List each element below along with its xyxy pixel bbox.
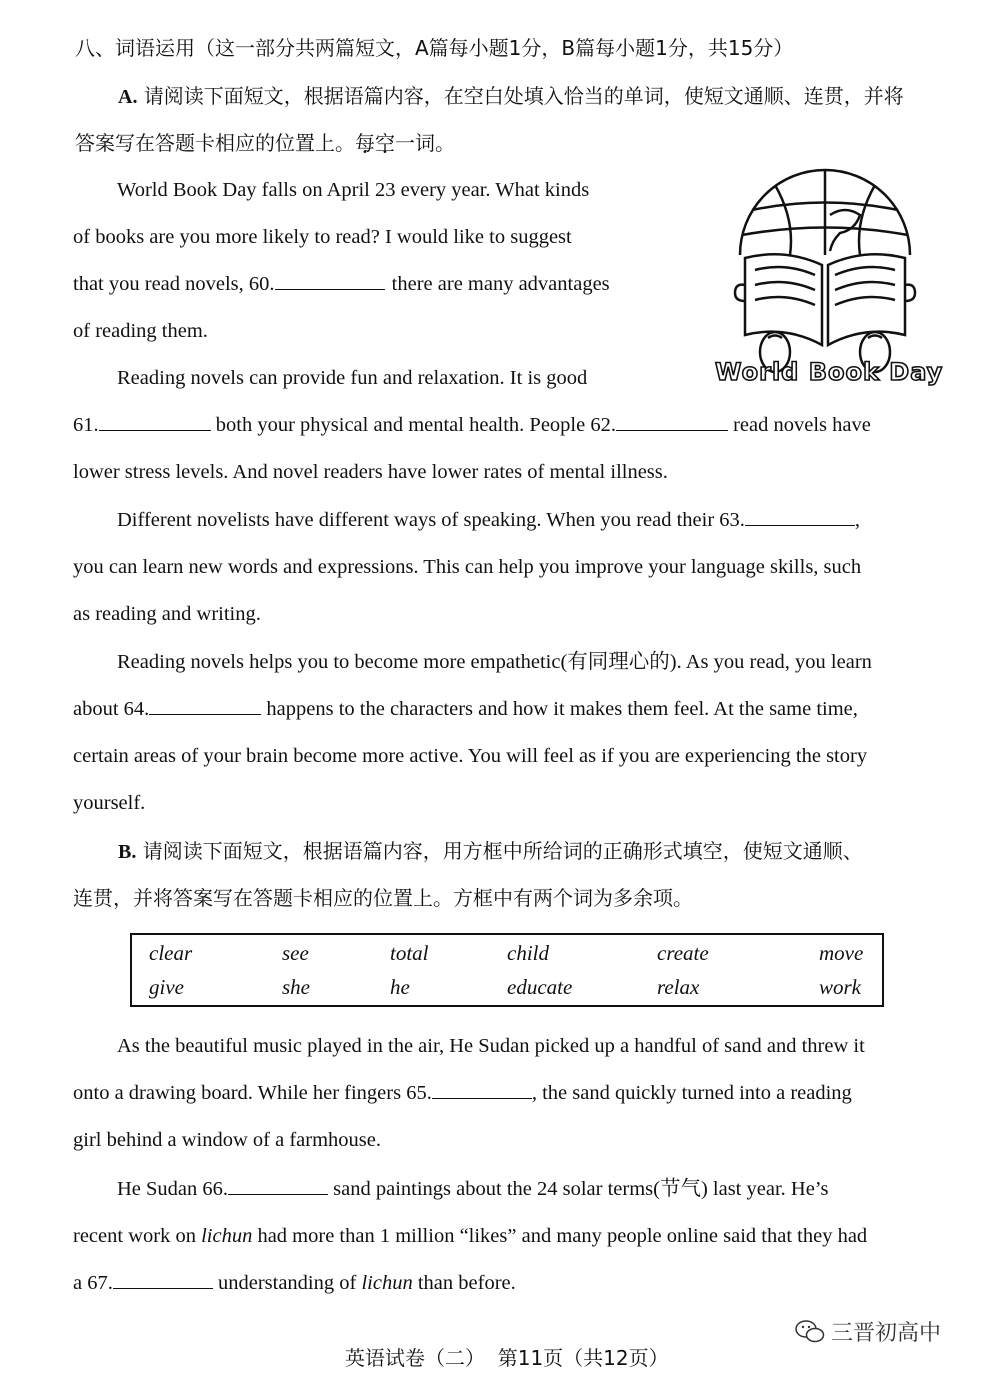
section-heading	[75, 34, 793, 62]
word-box-item: work	[819, 975, 861, 999]
passage-a-p3-line-3	[73, 600, 261, 628]
passage-text: both your physical and mental health. People 62.	[215, 414, 616, 436]
blank-60[interactable]	[275, 271, 385, 290]
word-box-item: he	[390, 975, 410, 999]
word-box-item: move	[819, 941, 864, 965]
part-b-instruction-line-2	[73, 884, 693, 912]
part-b-instruction-text-2: 连贯，并将答案写在答题卡相应的位置上。方框中有两个词为多余项。	[73, 886, 693, 910]
passage-text: happens to the characters and how it makes them feel. At the same time,	[266, 698, 858, 720]
passage-text: Different novelists have different ways of speaking. When you read their 63.	[117, 509, 745, 531]
passage-text: Reading novels can provide fun and relaxation. It is good	[117, 367, 588, 389]
passage-text: World Book Day falls on April 23 every year. What kinds	[117, 179, 590, 201]
passage-text: onto a drawing board. While her fingers 65.	[73, 1082, 432, 1104]
passage-text: as reading and writing.	[73, 603, 261, 625]
passage-text: that you read novels, 60.	[73, 273, 275, 295]
passage-text: yourself.	[73, 792, 146, 814]
word-box-item: give	[149, 975, 184, 999]
blank-61[interactable]	[99, 412, 211, 431]
part-a-label: A.	[118, 86, 138, 108]
part-a-instruction-text-2: 答案写在答题卡相应的位置上。	[75, 131, 355, 155]
passage-text: of books are you more likely to read? I would like to suggest	[73, 226, 572, 248]
passage-text: you can learn new words and expressions. This can help you improve your language skills, such	[73, 556, 862, 578]
passage-a-p3-line-1	[117, 506, 860, 534]
part-b-instruction-line-1	[118, 837, 863, 866]
section-heading-text: 八、词语运用（这一部分共两篇短文，A篇每小题1分，B篇每小题1分，共15分）	[75, 36, 794, 60]
part-a-instruction-line-1	[118, 82, 904, 111]
passage-b-p1-line-3	[73, 1126, 381, 1154]
passage-a-p2-line-3	[73, 458, 668, 486]
passage-italic: lichun	[201, 1225, 253, 1247]
passage-a-p1-line-1	[117, 176, 589, 204]
page-footer	[345, 1342, 669, 1371]
passage-a-p1-line-2	[73, 223, 572, 251]
passage-text: Reading novels helps you to become more empathetic(有同理心的). As you read, you learn	[117, 651, 872, 673]
wechat-icon	[795, 1319, 825, 1345]
word-box-item: clear	[149, 941, 193, 965]
passage-text: recent work on	[73, 1225, 202, 1247]
passage-a-p4-line-1	[117, 648, 872, 676]
blank-67[interactable]	[113, 1270, 213, 1289]
word-box-item: create	[657, 941, 709, 965]
passage-b-p2-line-2	[73, 1222, 867, 1250]
passage-b-p1-line-2	[73, 1079, 852, 1107]
passage-b-p2-line-3	[73, 1269, 516, 1297]
part-a-instruction-text-3: 一词。	[395, 131, 455, 155]
passage-text: understanding of	[217, 1272, 362, 1294]
passage-text: about 64.	[73, 698, 150, 720]
passage-text: As the beautiful music played in the air, He Sudan picked up a handful of sand and threw it	[117, 1035, 865, 1057]
passage-text: ,	[854, 509, 861, 531]
word-box-item: child	[507, 941, 549, 965]
passage-a-p2-line-1	[117, 364, 587, 392]
passage-text: had more than 1 million “likes” and many people online said that they had	[252, 1225, 868, 1247]
passage-text: , the sand quickly turned into a reading	[531, 1082, 852, 1104]
emphasis-char-2: 空	[375, 131, 395, 155]
illustration-caption: World Book Day	[715, 358, 944, 386]
watermark-text: 三晋初高中	[831, 1321, 942, 1346]
watermark	[795, 1316, 941, 1347]
part-a-instruction-text-1: 请阅读下面短文，根据语篇内容，在空白处填入恰当的单词，使短文通顺、连贯，并将	[143, 84, 904, 108]
passage-italic: lichun	[361, 1272, 413, 1294]
passage-text: girl behind a window of a farmhouse.	[73, 1129, 381, 1151]
world-book-day-illustration	[700, 160, 950, 395]
passage-a-p1-line-3	[73, 270, 610, 298]
passage-a-p1-line-4	[73, 317, 208, 345]
passage-text: of reading them.	[73, 320, 208, 342]
passage-text: He Sudan 66.	[117, 1178, 229, 1200]
page-footer-text: 英语试卷（二） 第11页（共12页）	[345, 1346, 669, 1370]
passage-a-p4-line-3	[73, 742, 867, 770]
passage-b-p2-line-1	[117, 1175, 828, 1203]
passage-a-p3-line-2	[73, 553, 861, 581]
passage-a-p2-line-2	[73, 411, 871, 439]
passage-text: 61.	[73, 414, 99, 436]
passage-text: read novels have	[733, 414, 871, 436]
word-box	[130, 933, 884, 1007]
blank-65[interactable]	[432, 1080, 532, 1099]
passage-text: certain areas of your brain become more active. You will feel as if you are experiencing the story	[73, 745, 868, 767]
passage-b-p1-line-1	[117, 1032, 865, 1060]
blank-63[interactable]	[745, 507, 855, 526]
passage-text: a 67.	[73, 1272, 113, 1294]
word-box-item: relax	[657, 975, 700, 999]
part-b-instruction-text-1: 请阅读下面短文，根据语篇内容，用方框中所给词的正确形式填空，使短文通顺、	[142, 839, 863, 863]
word-box-item: educate	[507, 975, 573, 999]
passage-text: than before.	[412, 1272, 516, 1294]
word-box-item: see	[282, 941, 309, 965]
blank-64[interactable]	[149, 696, 261, 715]
blank-66[interactable]	[228, 1176, 328, 1195]
passage-a-p4-line-2	[73, 695, 858, 723]
blank-62[interactable]	[616, 412, 728, 431]
passage-text: lower stress levels. And novel readers have lower rates of mental illness.	[73, 461, 668, 483]
word-box-item: she	[282, 975, 310, 999]
emphasis-char-1: 每	[355, 131, 375, 155]
word-box-item: total	[390, 941, 429, 965]
passage-text: sand paintings about the 24 solar terms(节气) last year. He’s	[333, 1178, 829, 1200]
passage-a-p4-line-4	[73, 789, 145, 817]
passage-text: there are many advantages	[391, 273, 610, 295]
part-a-instruction-line-2	[75, 129, 455, 157]
part-b-label: B.	[118, 841, 137, 863]
